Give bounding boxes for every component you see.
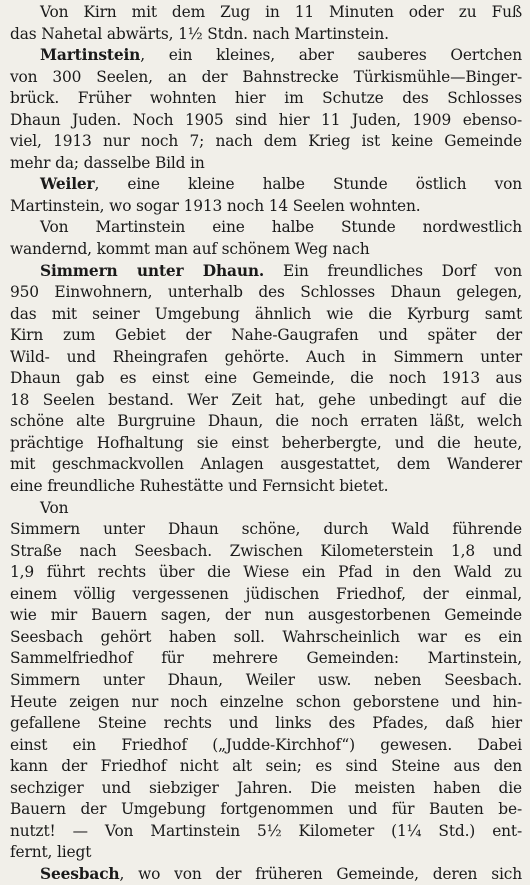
text-line	[10, 541, 522, 563]
text-line	[10, 605, 522, 627]
text-run: schöne alte Burgruine Dhaun, die noch erraten läßt, welch	[10, 412, 522, 431]
text-run: einst ein Friedhof („Judde-Kirchhof“) gewesen. Dabei	[10, 735, 522, 754]
text-run: kann der Friedhof nicht alt sein; es sind Steine aus den	[10, 757, 522, 776]
text-line	[10, 217, 522, 239]
text-line	[10, 368, 522, 390]
text-run: das mit seiner Umgebung ähnlich wie die Kyrburg samt	[10, 304, 522, 323]
text-line	[10, 692, 522, 714]
heading-term: Martinstein	[40, 46, 141, 65]
text-line	[10, 713, 522, 735]
text-run: Heute zeigen nur noch einzelne schon geborstene und hin-	[10, 692, 522, 711]
text-run: nutzt! — Von Martinstein 5½ Kilometer (1¼ Std.) ent-	[10, 821, 522, 840]
text-line	[10, 799, 522, 821]
text-line	[10, 390, 522, 412]
text-line	[10, 239, 522, 261]
text-run: Von	[40, 498, 69, 517]
text-run: Simmern unter Dhaun, Weiler usw. neben Seesbach.	[10, 670, 522, 689]
text-line	[10, 648, 522, 670]
text-run: Dhaun gab es einst eine Gemeinde, die noch 1913 aus	[10, 369, 522, 388]
text-run: das Nahetal abwärts, 1½ Stdn. nach Martinstein.	[10, 24, 389, 43]
text-run: Von Kirn mit dem Zug in 11 Minuten oder zu Fuß	[40, 3, 522, 21]
text-run: Bauern der Umgebung fortgenommen und für Bauten be-	[10, 800, 522, 819]
text-line	[10, 282, 522, 304]
heading-term: Weiler	[40, 175, 95, 194]
text-line	[10, 67, 522, 89]
text-run: brück. Früher wohnten hier im Schutze des Schlosses	[10, 89, 522, 108]
text-line	[10, 519, 522, 541]
text-run: prächtige Hofhaltung sie einst beherbergte, und die heute,	[10, 433, 522, 452]
heading-term: Simmern unter Dhaun.	[40, 261, 265, 280]
text-run: von 300 Seelen, an der Bahnstrecke Türkismühle—Binger-	[10, 67, 522, 86]
text-line	[10, 498, 522, 520]
text-run: , ein kleines, aber sauberes Oertchen	[140, 46, 522, 65]
text-line	[10, 821, 522, 843]
text-line	[10, 24, 522, 46]
text-run: Kirn zum Gebiet der Nahe-Gaugrafen und später der	[10, 326, 522, 345]
text-line	[10, 174, 522, 196]
article-body	[10, 2, 522, 885]
text-line	[10, 562, 522, 584]
text-line	[10, 131, 522, 153]
text-run: 950 Einwohnern, unterhalb des Schlosses Dhaun gelegen,	[10, 283, 522, 302]
text-run: eine freundliche Ruhestätte und Fernsicht bietet.	[10, 477, 389, 496]
text-run: Straße nach Seesbach. Zwischen Kilometerstein 1,8 und	[10, 541, 522, 560]
text-run: wie mir Bauern sagen, der nun ausgestorbenen Gemeinde	[10, 606, 522, 625]
text-line	[10, 196, 522, 218]
text-line	[10, 325, 522, 347]
text-run: 18 Seelen bestand. Wer Zeit hat, gehe unbedingt auf die	[10, 390, 522, 409]
text-line	[10, 347, 522, 369]
text-run: Ein freundliches Dorf von	[264, 261, 522, 280]
text-run: Simmern unter Dhaun schöne, durch Wald führende	[10, 520, 522, 539]
text-line	[10, 88, 522, 110]
text-line	[10, 778, 522, 800]
text-line	[10, 45, 522, 67]
text-run: Von Martinstein eine halbe Stunde nordwestlich	[40, 218, 522, 237]
text-run: viel, 1913 nur noch 7; nach dem Krieg ist keine Gemeinde	[10, 132, 522, 151]
text-run: Wild- und Rheingrafen gehörte. Auch in Simmern unter	[10, 347, 522, 366]
text-line	[10, 261, 522, 283]
text-run: , wo von der früheren Gemeinde, deren sich	[119, 864, 522, 883]
text-line	[10, 433, 522, 455]
text-line	[10, 411, 522, 433]
text-run: , eine kleine halbe Stunde östlich von	[94, 175, 522, 194]
text-line	[10, 304, 522, 326]
text-line	[10, 735, 522, 757]
text-run: mit geschmackvollen Anlagen ausgestattet, dem Wanderer	[10, 455, 522, 474]
text-line	[10, 627, 522, 649]
text-line	[10, 454, 522, 476]
text-line	[10, 756, 522, 778]
text-run: einem völlig vergessenen jüdischen Friedhof, der einmal,	[10, 584, 522, 603]
text-run: gefallene Steine rechts und links des Pfades, daß hier	[10, 714, 522, 733]
text-run: Dhaun Juden. Noch 1905 sind hier 11 Juden, 1909 ebenso-	[10, 110, 522, 129]
text-run: 1,9 führt rechts über die Wiese ein Pfad in den Wald zu	[10, 563, 522, 582]
text-line	[10, 476, 522, 498]
text-run: mehr da; dasselbe Bild in	[10, 153, 205, 172]
text-run: Martinstein, wo sogar 1913 noch 14 Seelen wohnten.	[10, 196, 421, 215]
text-line	[10, 842, 522, 864]
text-line	[10, 670, 522, 692]
text-line	[10, 110, 522, 132]
text-line	[10, 153, 522, 175]
text-run: fernt, liegt	[10, 843, 92, 862]
text-line	[10, 864, 522, 885]
text-run: sechziger und siebziger Jahren. Die meisten haben die	[10, 778, 522, 797]
text-line	[10, 584, 522, 606]
text-run: Sammelfriedhof für mehrere Gemeinden: Martinstein,	[10, 649, 522, 668]
heading-term: Seesbach	[40, 864, 120, 883]
text-line	[10, 2, 522, 24]
text-run: wandernd, kommt man auf schönem Weg nach	[10, 240, 370, 259]
text-run: Seesbach gehört haben soll. Wahrscheinlich war es ein	[10, 627, 522, 646]
